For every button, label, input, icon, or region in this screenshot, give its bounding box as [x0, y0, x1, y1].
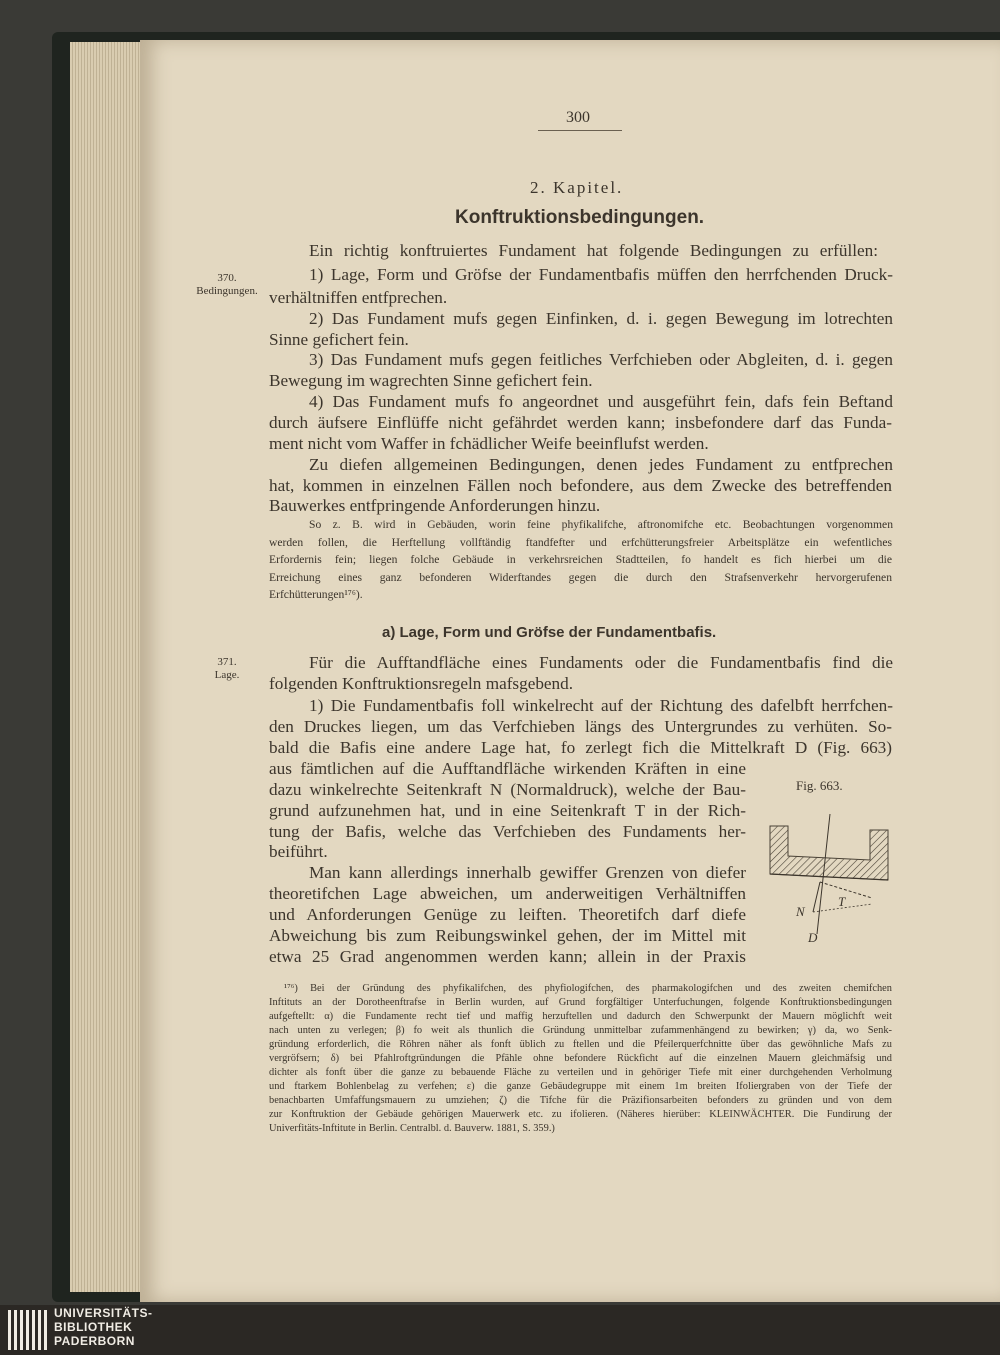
force-n-line — [813, 882, 820, 912]
small-text-line: Erreichung eines ganz befonderen Widerftandes gegen die durch den Strafsenverkehr hervorgerufenen — [269, 571, 892, 584]
footnote-line: zur Konftruktion der Gebäude gehörigen Mauerwerk etc. zu ifolieren. (Näheres hierüber: KLEINWÄCHTER. Die Fundirung der — [269, 1109, 892, 1120]
text-line: Man kann allerdings innerhalb gewiffer Grenzen von diefer — [309, 863, 746, 882]
text-line: grund aufzunehmen hat, und in eine Seitenkraft T in der Rich- — [269, 801, 746, 820]
text-line: verhältniffen entfprechen. — [269, 288, 448, 307]
library-name-line3: PADERBORN — [54, 1334, 135, 1348]
page-number: 300 — [566, 109, 590, 126]
text-line: folgenden Konftruktionsregeln mafsgebend. — [269, 674, 574, 693]
text-line: 4) Das Fundament mufs fo angeordnet und ausgeführt fein, dafs fein Beftand — [309, 392, 893, 411]
footnote-line: gründung erforderlich, die Röhren näher als fonft üblich zu ftellen und die Pfeilerquerfchnitte über das gewöhnliche Mafs zu — [269, 1039, 892, 1050]
text-line: 2) Das Fundament mufs gegen Einfinken, d. i. gegen Bewegung im lotrechten — [309, 309, 893, 328]
section-heading: a) Lage, Form und Gröfse der Fundamentbafis. — [382, 624, 717, 641]
footnote-line: und ftarkem Bohlenbelag zu verfehen; ε) die ganze Gebäudegruppe mit einem 1m breiten Ifoliergraben von der Tiefe der — [269, 1081, 892, 1092]
text-line: etwa 25 Grad angenommen werden kann; allein in der Praxis — [269, 947, 746, 966]
figure-label-t: T — [838, 894, 846, 909]
library-name-line2: BIBLIOTHEK — [54, 1320, 133, 1334]
footnote-line: nach unten zu verlegen; β) fo weit als thunlich die Gründung unmittelbar zufammenhängend zu bewirken; γ) da, wo Senk- — [269, 1025, 892, 1036]
text-line: aus fämtlichen auf die Aufftandfläche wirkenden Kräften in eine — [269, 759, 746, 778]
text-line: dazu winkelrechte Seitenkraft N (Normaldruck), welche der Bau- — [269, 780, 746, 799]
footnote-line: vergröfsern; δ) bei Pfahlroftgründungen die Pfähle ohne befondere Rückficht auf die einzelnen Mauern gleichmäfsig und — [269, 1053, 892, 1064]
page-edges — [70, 42, 150, 1292]
text-line: Bewegung im wagrechten Sinne gefichert fein. — [269, 371, 593, 390]
chapter-label: 2. Kapitel. — [530, 178, 624, 197]
small-text-line: Erfchütterungen¹⁷⁶). — [269, 588, 363, 601]
text-line: hat, kommen in einzelnen Fällen noch befondere, aus dem Zwecke des betreffenden — [269, 476, 892, 495]
text-line: theoretifchen Lage abweichen, um anderweitigen Verhältniffen — [269, 884, 746, 903]
text-line: Für die Aufftandfläche eines Fundaments oder die Fundamentbafis find die — [309, 653, 893, 672]
margin-note-370-label: Bedingungen. — [196, 285, 258, 297]
margin-note-370-number: 370. — [217, 272, 237, 284]
figure-label-d: D — [808, 930, 818, 945]
footnote-line: Univerfitäts-Inftitute in Berlin. Centralbl. d. Bauverw. 1881, S. 359.) — [269, 1123, 555, 1134]
figure-663-diagram — [760, 808, 900, 948]
footnote-line: Inftituts an der Dorotheenftrafse in Berlin wurden, auf Grund forgfältiger Unterfuchungen, folgende Konftruktionsbedingungen — [269, 997, 892, 1008]
small-text-line: So z. B. wird in Gebäuden, worin feine phyfikalifche, aftronomifche etc. Beobachtungen vorgenommen — [309, 518, 893, 531]
figure-caption: Fig. 663. — [796, 778, 843, 793]
text-line: Ein richtig konftruiertes Fundament hat folgende Bedingungen zu erfüllen: — [309, 241, 878, 260]
foundation-section — [770, 826, 888, 880]
text-line: den Druckes liegen, um das Verfchieben längs des Untergrundes zu verhüten. So- — [269, 717, 892, 736]
footnote-line: ¹⁷⁶) Bei der Gründung des phyfikalifchen, des phyfiologifchen, des pharmakologifchen und des zweiten chemifchen — [284, 983, 892, 994]
footnote-line: benachbarten Umfaffungsmauern zu umziehen; ζ) die Tifche für die Präzifionsarbeiten befonders zu gründen und von dem — [269, 1095, 892, 1106]
margin-note-371-number: 371. — [217, 656, 237, 668]
text-line: durch äufsere Einflüffe nicht gefährdet werden kann; insbefondere darf das Funda- — [269, 413, 892, 432]
text-line: 3) Das Fundament mufs gegen feitliches Verfchieben oder Abgleiten, d. i. gegen — [309, 350, 893, 369]
text-line: Zu diefen allgemeinen Bedingungen, denen jedes Fundament zu entfprechen — [309, 455, 893, 474]
margin-note-371-label: Lage. — [214, 669, 240, 681]
small-text-line: Erfordernis fein; liegen folche Gebäude in verkehrsreichen Stadtteilen, fo handelt es fich hierbei um die — [269, 553, 892, 566]
text-line: bald die Bafis eine andere Lage hat, fo zerlegt fich die Mittelkraft D (Fig. 663) — [269, 738, 892, 757]
page-number-rule — [538, 130, 622, 131]
text-line: beiführt. — [269, 842, 328, 861]
text-line: und Anforderungen Genüge zu leiften. Theoretifch darf diefe — [269, 905, 746, 924]
figure-label-n: N — [796, 904, 805, 919]
library-name-line1: UNIVERSITÄTS- — [54, 1306, 153, 1320]
text-line: 1) Lage, Form und Gröfse der Fundamentbafis müffen den herrfchenden Druck- — [309, 265, 893, 284]
text-line: ment nicht vom Waffer in fchädlicher Weife beeinflufst werden. — [269, 434, 709, 453]
text-line: Sinne gefichert fein. — [269, 330, 409, 349]
footnote-line: aufgeftellt: α) die Fundamente recht tief und maffig herzuftellen und dadurch den Schwerpunkt der Mauern möglichft weit — [269, 1011, 892, 1022]
text-line: Abweichung bis zum Reibungswinkel gehen, der im Mittel mit — [269, 926, 746, 945]
small-text-line: werden follen, die Herftellung vollftändig ftandfefter und erfchütterungsfreier Arbeitsplätze ein wefentliches — [269, 536, 892, 549]
text-line: tung der Bafis, welche das Verfchieben des Fundaments her- — [269, 822, 746, 841]
footnote-line: dichter als fonft über die ganze zu bebauende Fläche zu verteilen und in gehöriger Tiefe mit einer durchgehenden Verholmung — [269, 1067, 892, 1078]
force-t-line — [820, 882, 872, 898]
text-line: Bauwerkes entfpringende Anforderungen hinzu. — [269, 496, 601, 515]
text-line: 1) Die Fundamentbafis foll winkelrecht auf der Richtung des dafelbft herrfchen- — [309, 696, 893, 715]
chapter-title: Konftruktionsbedingungen. — [455, 207, 705, 228]
